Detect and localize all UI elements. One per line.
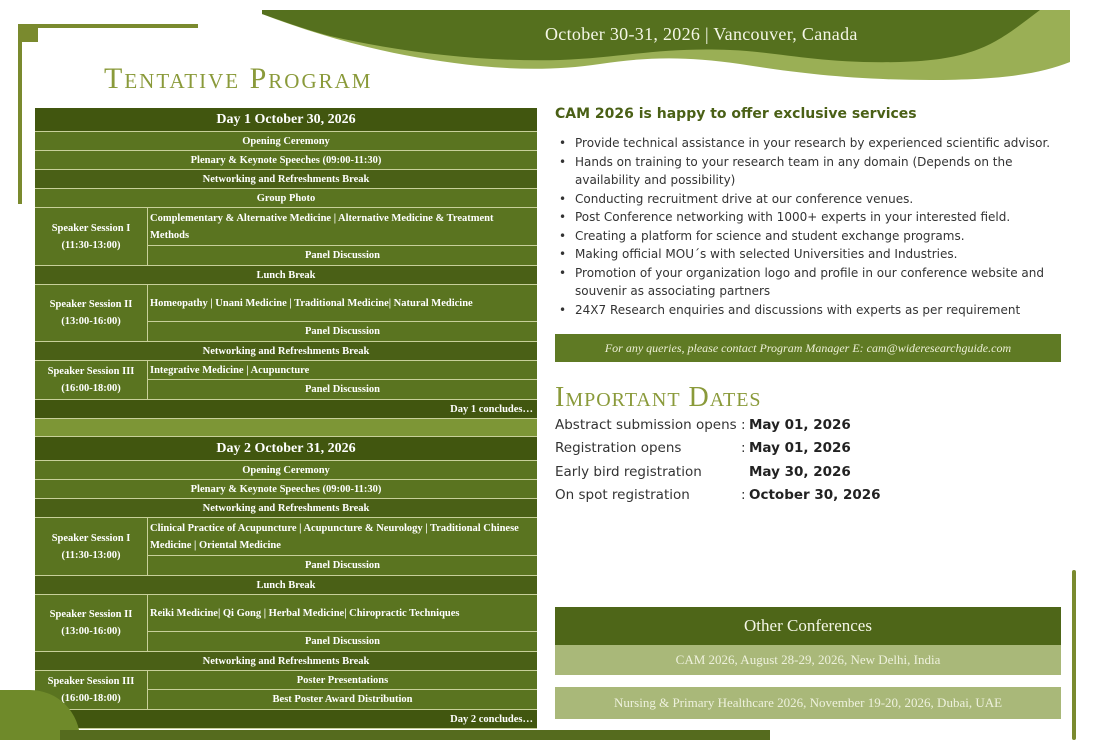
service-item: • Promotion of your organization logo and profile in our conference website and souvenir as associating partners (555, 264, 1055, 301)
panel-discussion: Panel Discussion (148, 556, 537, 575)
session-name: Speaker Session I (51, 532, 131, 544)
day2-lunch: Lunch Break (35, 576, 537, 595)
service-item: • Hands on training to your research team in any domain (Depends on the availability and possibility) (555, 153, 1055, 190)
program-table (35, 108, 537, 729)
date-value: May 30, 2026 (749, 463, 851, 480)
day1-plenary: Plenary & Keynote Speeches (09:00-11:30) (35, 151, 537, 170)
program-title: Tentative Program (104, 62, 373, 95)
session-name: Speaker Session II (49, 299, 133, 310)
service-item: • Creating a platform for science and student exchange programs. (555, 227, 1055, 246)
panel-discussion: Panel Discussion (148, 632, 537, 651)
date-colon: : (741, 440, 746, 457)
service-item: • 24X7 Research enquiries and discussions with experts as per requirement (555, 301, 1055, 320)
date-row (555, 484, 881, 507)
session-time: (16:00-18:00) (61, 693, 121, 704)
day2-opening: Opening Ceremony (35, 461, 537, 480)
day1-session2 (35, 285, 537, 342)
important-dates-title: Important Dates (555, 382, 762, 413)
day1-opening: Opening Ceremony (35, 132, 537, 151)
panel-discussion: Panel Discussion (148, 246, 537, 265)
date-value: May 01, 2026 (749, 417, 851, 433)
day1-session1 (35, 208, 537, 266)
day-separator (35, 419, 537, 437)
other-conferences (555, 607, 1061, 719)
event-date-location: October 30-31, 2026 | Vancouver, Canada (545, 24, 858, 44)
day1-heading: Day 1 October 30, 2026 (35, 108, 537, 132)
panel-discussion: Panel Discussion (148, 380, 537, 399)
date-label: Early bird registration (555, 463, 702, 480)
day2-session1 (35, 518, 537, 576)
session-time: (13:00-16:00) (61, 316, 121, 327)
day1-session3 (35, 361, 537, 400)
session-name: Speaker Session III (47, 676, 135, 687)
important-dates-list (555, 414, 881, 507)
bottom-bar-decoration (60, 730, 770, 740)
session-name: Speaker Session III (47, 366, 135, 377)
right-edge-decoration (1072, 570, 1076, 740)
day1-group-photo: Group Photo (35, 189, 537, 208)
session-name: Speaker Session I (51, 222, 131, 234)
session-topic: Integrative Medicine | Acupuncture (148, 361, 537, 380)
services-title: CAM 2026 is happy to offer exclusive services (555, 106, 917, 122)
session-time: (11:30-13:00) (61, 239, 121, 251)
service-item: • Provide technical assistance in your research by experienced scientific advisor. (555, 134, 1055, 153)
contact-banner: For any queries, please contact Program Manager E: cam@wideresearchguide.com (555, 334, 1061, 362)
other-conferences-title: Other Conferences (555, 607, 1061, 645)
services-list (555, 134, 1055, 319)
day2-heading: Day 2 October 31, 2026 (35, 437, 537, 461)
day2-networking: Networking and Refreshments Break (35, 499, 537, 518)
day1-networking-2: Networking and Refreshments Break (35, 342, 537, 361)
session-topic: Complementary & Alternative Medicine | Alternative Medicine & Treatment Methods (148, 208, 537, 246)
date-row (555, 461, 881, 484)
date-colon: : (741, 486, 746, 503)
other-conference-link[interactable]: CAM 2026, August 28-29, 2026, New Delhi, India (555, 645, 1061, 675)
date-label: On spot registration (555, 486, 690, 503)
day1-networking: Networking and Refreshments Break (35, 170, 537, 189)
date-value: May 01, 2026 (749, 440, 851, 457)
session-time: (11:30-13:00) (61, 549, 121, 561)
day1-lunch: Lunch Break (35, 266, 537, 285)
best-poster-award: Best Poster Award Distribution (148, 690, 537, 709)
date-row (555, 437, 881, 460)
day1-concludes: Day 1 concludes… (35, 400, 537, 419)
session-time: (16:00-18:00) (61, 383, 121, 394)
session-topic: Clinical Practice of Acupuncture | Acupuncture & Neurology | Traditional Chinese Medicine | Oriental Medicine (148, 518, 537, 556)
session-time: (13:00-16:00) (61, 626, 121, 637)
date-colon (741, 461, 749, 484)
service-item: • Conducting recruitment drive at our conference venues. (555, 190, 1055, 209)
day2-session3 (35, 671, 537, 710)
session-topic: Homeopathy | Unani Medicine | Traditional Medicine| Natural Medicine (148, 285, 537, 322)
panel-discussion: Panel Discussion (148, 322, 537, 341)
service-item: • Making official MOU´s with selected Universities and Industries. (555, 245, 1055, 264)
day2-plenary: Plenary & Keynote Speeches (09:00-11:30) (35, 480, 537, 499)
poster-presentations: Poster Presentations (148, 671, 537, 690)
session-name: Speaker Session II (49, 609, 133, 620)
session-topic: Reiki Medicine| Qi Gong | Herbal Medicine| Chiropractic Techniques (148, 595, 537, 632)
date-label: Abstract submission opens (555, 417, 737, 433)
day2-networking-2: Networking and Refreshments Break (35, 652, 537, 671)
date-value: October 30, 2026 (749, 486, 881, 503)
other-conference-link[interactable]: Nursing & Primary Healthcare 2026, November 19-20, 2026, Dubai, UAE (555, 687, 1061, 719)
date-colon: : (741, 417, 746, 433)
day2-concludes: Day 2 concludes… (35, 710, 537, 729)
day2-session2 (35, 595, 537, 652)
date-label: Registration opens (555, 440, 682, 457)
service-item: • Post Conference networking with 1000+ experts in your interested field. (555, 208, 1055, 227)
date-row (555, 414, 881, 437)
